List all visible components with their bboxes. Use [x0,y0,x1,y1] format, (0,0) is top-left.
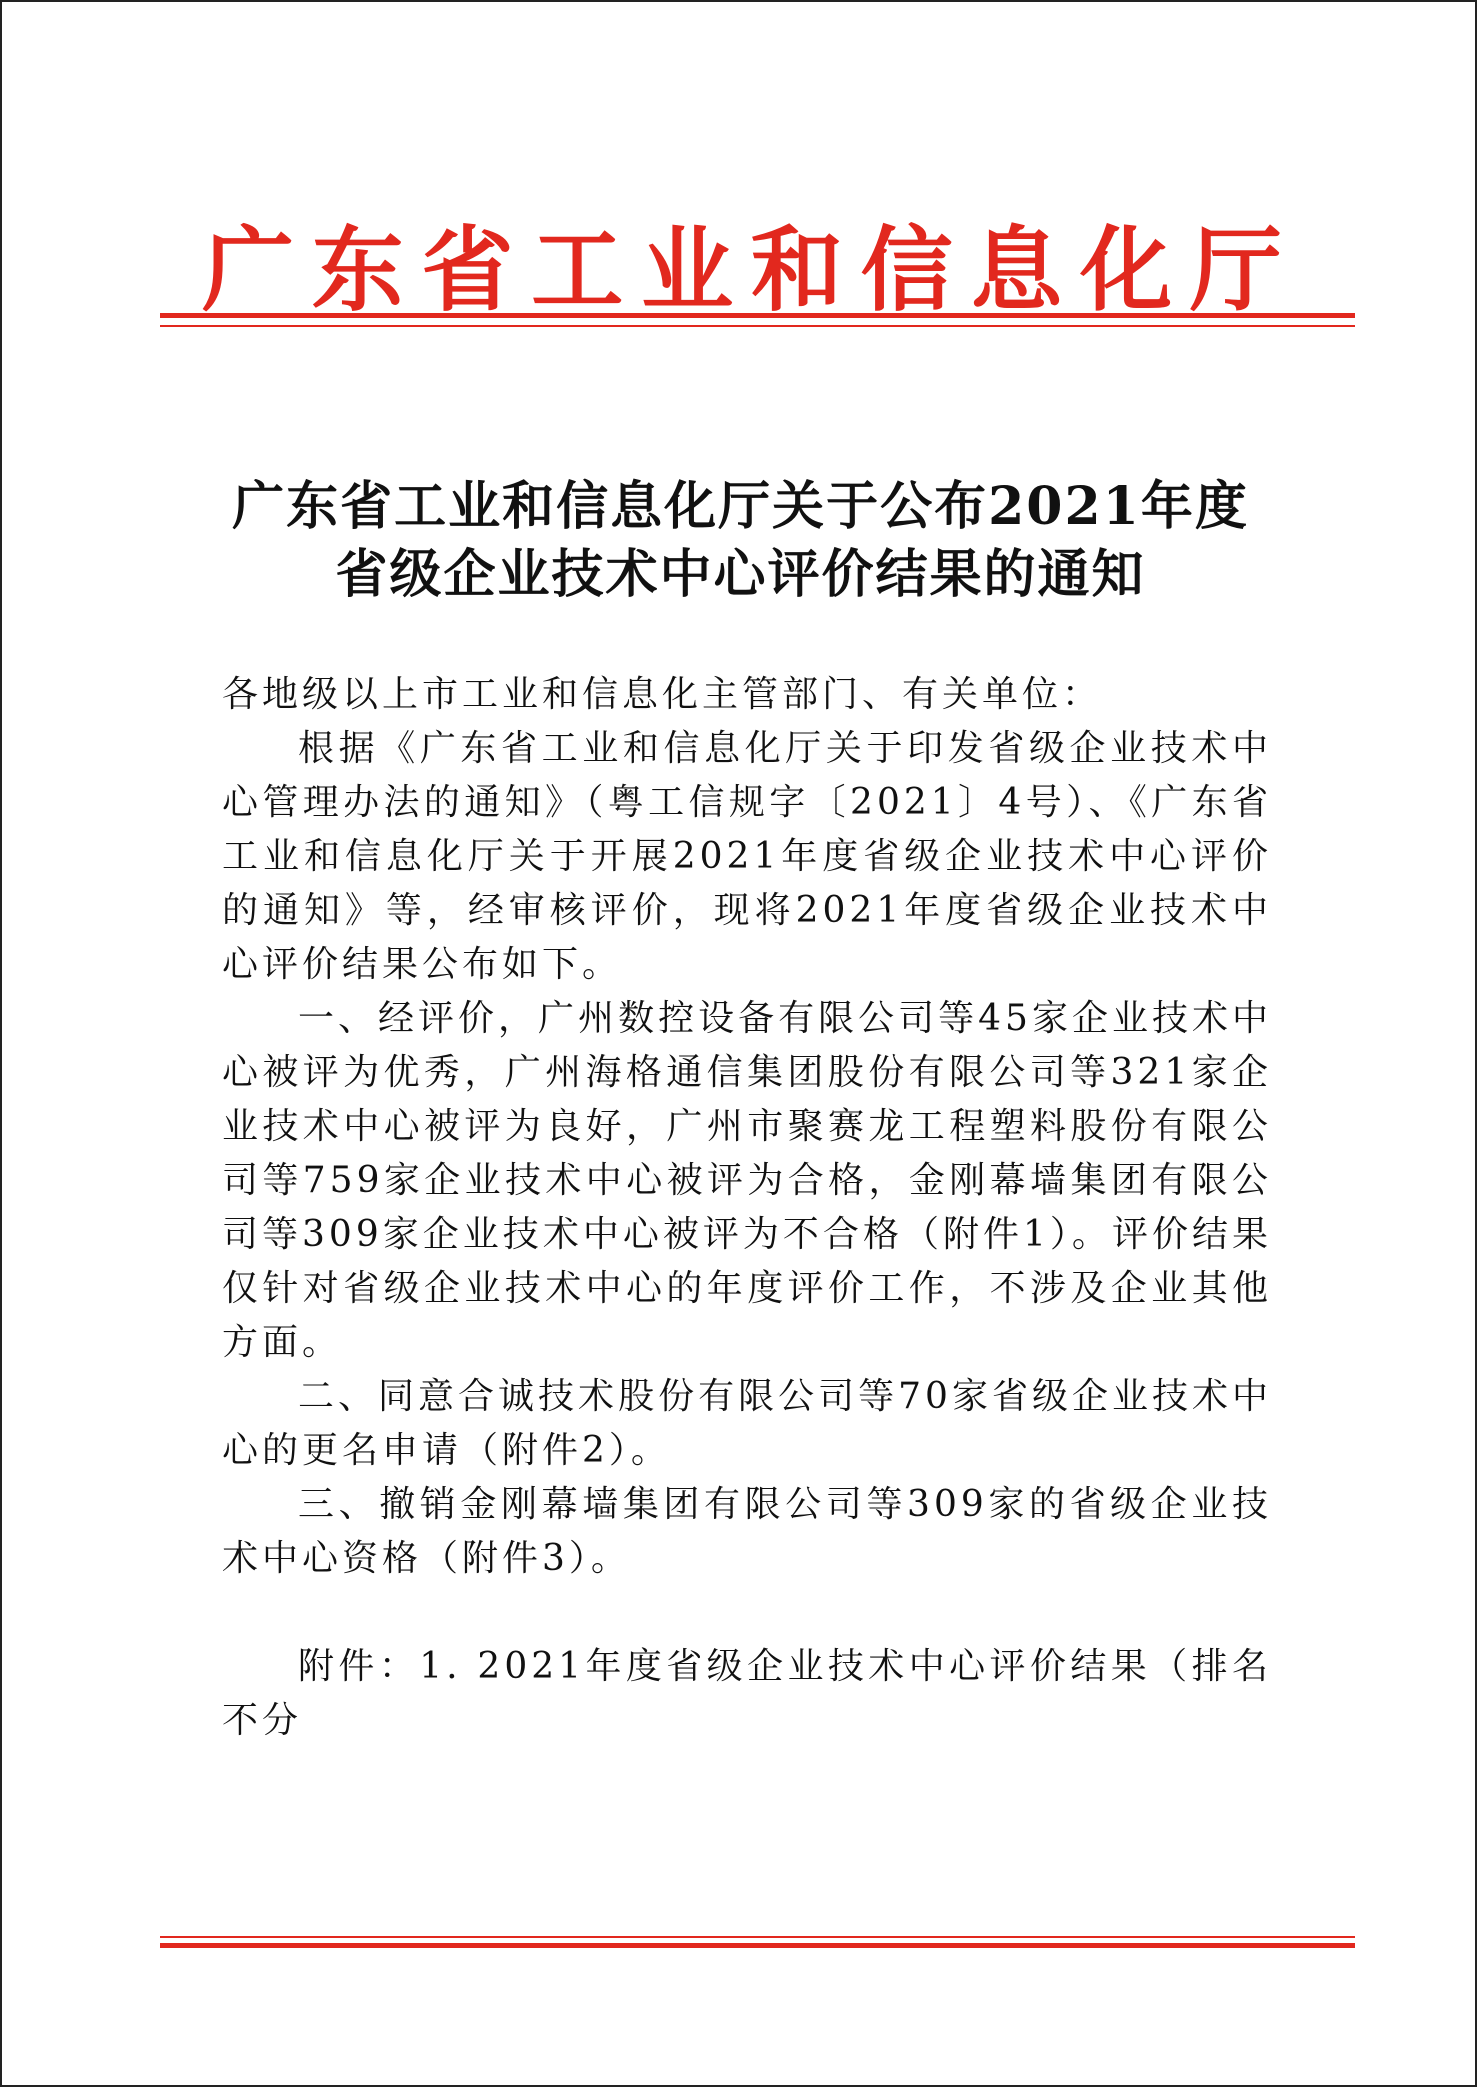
agency-masthead [202,198,1282,328]
masthead-char: 广 [202,217,295,324]
header-red-rule-thick [160,313,1355,318]
paragraph-basis: 根据《广东省工业和信息化厅关于印发省级企业技术中心管理办法的通知》（粤工信规字〔2021〕4号）、《广东省工业和信息化厅关于开展2021年度省级企业技术中心评价的通知》等，经审核评价，现将2021年度省级企业技术中心评价结果公布如下。 [222,728,1272,985]
paragraph-revoke: 三、撤销金刚幕墙集团有限公司等309家的省级企业技术中心资格（附件3）。 [222,1484,1272,1579]
masthead-char: 业 [641,217,734,324]
document-body [222,668,1272,1748]
masthead-char: 信 [860,217,953,324]
salutation: 各地级以上市工业和信息化主管部门、有关单位： [222,674,1103,715]
document-title-line-2: 省级企业技术中心评价结果的通知 [335,544,1146,605]
masthead-char: 化 [1080,217,1173,324]
masthead-char: 和 [750,217,843,324]
document-title-line-1: 广东省工业和信息化厅关于公布2021年度 [232,476,1249,537]
paragraph-rename: 二、同意合诚技术股份有限公司等70家省级企业技术中心的更名申请（附件2）。 [222,1376,1272,1471]
masthead-char: 工 [531,217,624,324]
paragraph-results: 一、经评价，广州数控设备有限公司等45家企业技术中心被评为优秀，广州海格通信集团股份有限公司等321家企业技术中心被评为良好，广州市聚赛龙工程塑料股份有限公司等759家企业技术中心被评为合格，金刚幕墙集团有限公司等309家企业技术中心被评为不合格（附件1）。评价结果仅针对省级企业技术中心的年度评价工作，不涉及企业其他方面。 [222,998,1272,1363]
header-red-rule-thin [160,325,1355,327]
masthead-char: 厅 [1189,217,1282,324]
footer-red-rule-thin [160,1936,1355,1938]
masthead-char: 息 [970,217,1063,324]
masthead-char: 东 [311,217,404,324]
footer-red-rule-thick [160,1943,1355,1948]
masthead-char: 省 [421,217,514,324]
attachment-line: 附件：1. 2021年度省级企业技术中心评价结果（排名不分 [222,1646,1272,1741]
